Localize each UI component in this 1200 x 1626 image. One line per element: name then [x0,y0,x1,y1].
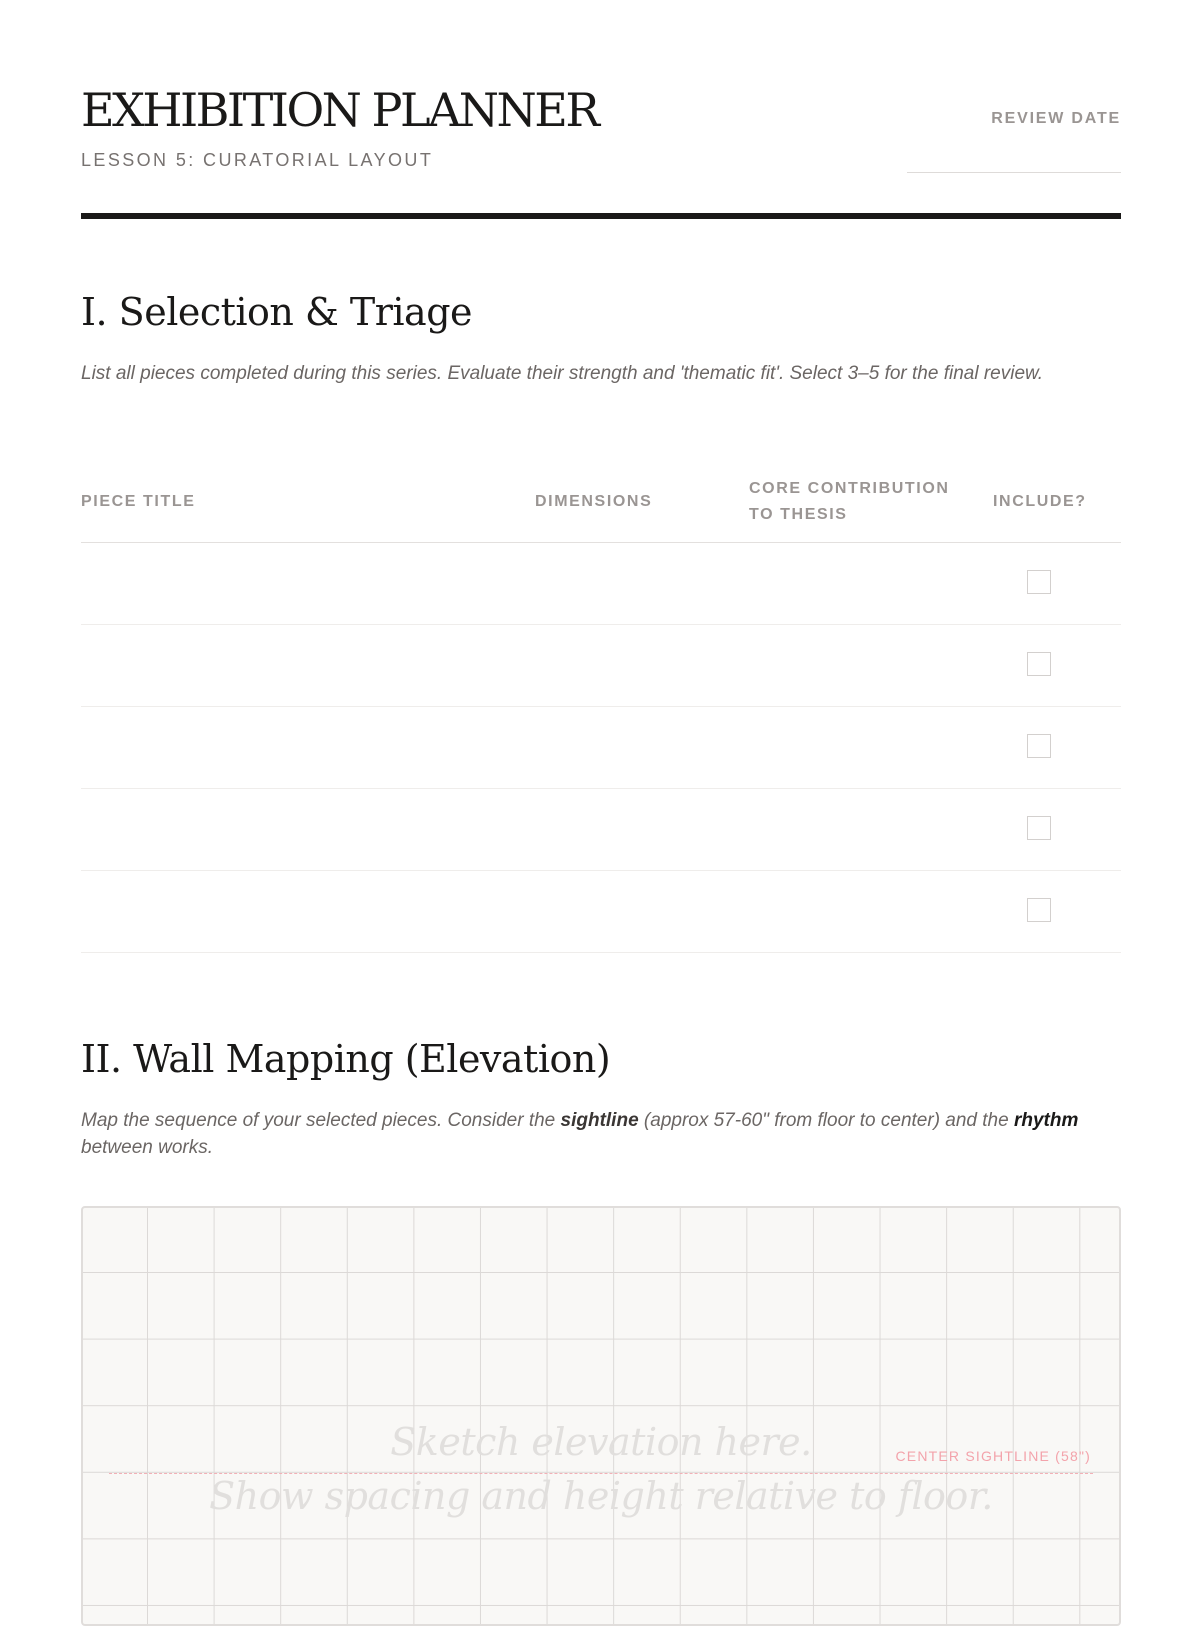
piece-title-cell[interactable] [81,789,521,870]
table-row [81,707,1121,789]
sketch-hint-line-2: Show spacing and height relative to floor. [209,1474,993,1518]
piece-title-cell[interactable] [81,871,521,952]
core-contribution-cell[interactable] [749,707,979,788]
core-contribution-cell[interactable] [749,625,979,706]
core-contribution-cell[interactable] [749,871,979,952]
section-wall-mapping-description [81,1107,1121,1161]
include-checkbox[interactable] [1027,652,1051,676]
include-cell [993,625,1121,706]
dimensions-cell[interactable] [535,543,735,624]
table-body [81,543,1121,953]
include-checkbox[interactable] [1027,898,1051,922]
column-header-core-contribution: CORE CONTRIBUTION TO THESIS [749,480,950,523]
dimensions-cell[interactable] [535,871,735,952]
section-selection-heading: I. Selection & Triage [81,290,473,334]
header-divider [81,213,1121,219]
include-cell [993,871,1121,952]
section-wall-mapping-heading: II. Wall Mapping (Elevation) [81,1037,611,1081]
piece-title-cell[interactable] [81,707,521,788]
review-date-label: REVIEW DATE [991,110,1121,127]
dimensions-cell[interactable] [535,625,735,706]
include-cell [993,707,1121,788]
include-checkbox[interactable] [1027,816,1051,840]
sketch-hint-line-1: Sketch elevation here. [390,1420,812,1464]
review-date-field[interactable] [907,172,1121,173]
description-text: between works. [81,1137,214,1158]
table-row [81,625,1121,707]
piece-title-cell[interactable] [81,543,521,624]
dimensions-cell[interactable] [535,707,735,788]
column-header-dimensions: DIMENSIONS [535,493,653,510]
center-sightline-label: CENTER SIGHTLINE (58") [895,1448,1091,1464]
include-checkbox[interactable] [1027,570,1051,594]
sightline-emphasis: sightline [560,1110,639,1131]
piece-selection-table [81,466,1121,953]
description-text: Map the sequence of your selected pieces. Consider the [81,1110,561,1131]
planner-page [81,0,1121,1600]
wall-elevation-grid[interactable] [81,1206,1121,1626]
include-checkbox[interactable] [1027,734,1051,758]
section-selection-description: List all pieces completed during this series. Evaluate their strength and 'thematic fit'. Select 3–5 for the final review. [81,363,1043,384]
description-text: (approx 57-60" from floor to center) and the [638,1110,1014,1131]
column-header-include: INCLUDE? [993,493,1087,510]
piece-title-cell[interactable] [81,625,521,706]
lesson-subtitle: LESSON 5: CURATORIAL LAYOUT [81,150,434,170]
core-contribution-cell[interactable] [749,543,979,624]
column-header-piece-title: PIECE TITLE [81,493,196,510]
dimensions-cell[interactable] [535,789,735,870]
table-header [81,466,1121,543]
table-row [81,789,1121,871]
page-header [81,82,1121,222]
include-cell [993,789,1121,870]
include-cell [993,543,1121,624]
rhythm-emphasis: rhythm [1013,1110,1079,1131]
table-row [81,543,1121,625]
core-contribution-cell[interactable] [749,789,979,870]
page-title: EXHIBITION PLANNER [81,83,598,137]
table-row [81,871,1121,953]
